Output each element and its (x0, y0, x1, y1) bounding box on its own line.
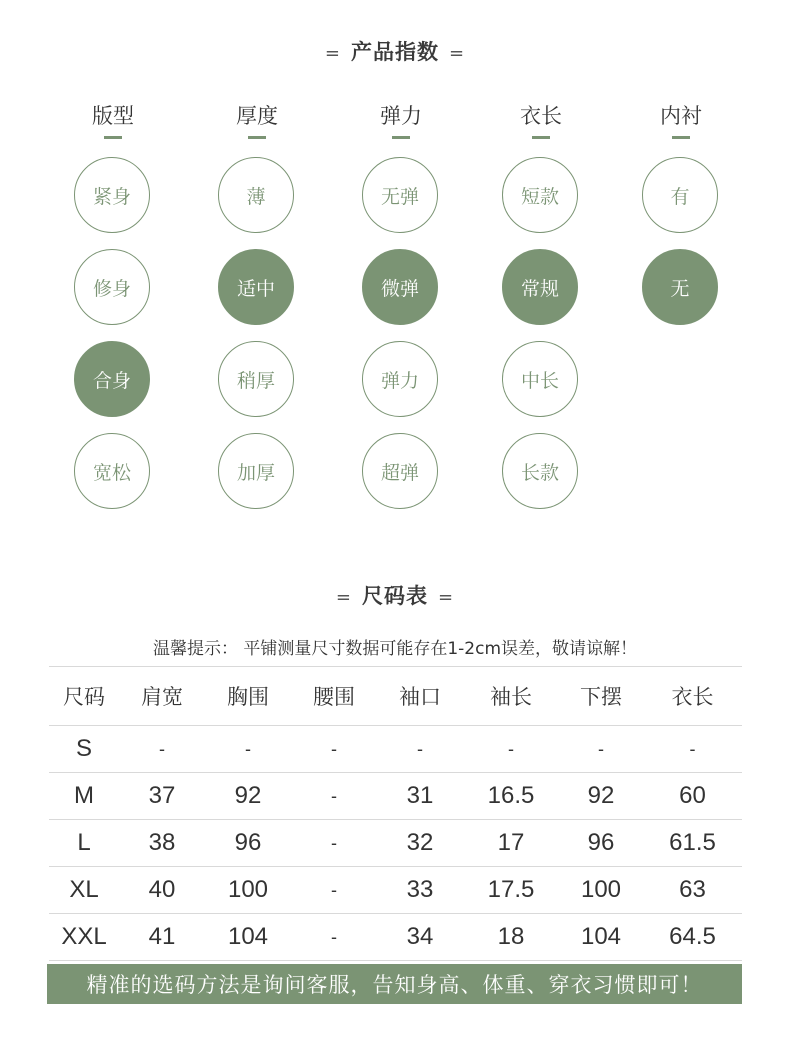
table-cell: 17 (463, 820, 559, 867)
option-circle: 中长 (502, 341, 578, 417)
option-circle-selected: 合身 (74, 341, 150, 417)
table-cell: 41 (119, 914, 205, 961)
column-header: 腰围 (291, 667, 377, 726)
table-cell: 60 (643, 773, 742, 820)
option-circle-selected: 适中 (218, 249, 294, 325)
table-cell: 63 (643, 867, 742, 914)
column-header: 袖长 (463, 667, 559, 726)
table-cell: 92 (205, 773, 291, 820)
table-cell: 40 (119, 867, 205, 914)
table-cell: 18 (463, 914, 559, 961)
table-row (49, 867, 742, 914)
index-column (491, 102, 591, 484)
index-column (207, 102, 307, 484)
table-cell: 31 (377, 773, 463, 820)
table-row (49, 773, 742, 820)
table-cell: - (291, 773, 377, 820)
measurement-tip: 温馨提示： 平铺测量尺寸数据可能存在1-2cm误差，敬请谅解！ (152, 639, 638, 659)
table-cell: 61.5 (643, 820, 742, 867)
size-label-cell: L (49, 820, 119, 867)
column-header: 袖口 (377, 667, 463, 726)
index-column (631, 102, 731, 300)
size-advice-banner: 精准的选码方法是询问客服，告知身高、体重、穿衣习惯即可！ (47, 964, 742, 1004)
option-circle: 有 (642, 157, 718, 233)
option-circle: 长款 (502, 433, 578, 509)
table-cell: - (119, 726, 205, 773)
column-header: 尺码 (49, 667, 119, 726)
option-circle: 加厚 (218, 433, 294, 509)
table-cell: 104 (559, 914, 643, 961)
index-column (63, 102, 163, 484)
table-cell: - (291, 726, 377, 773)
table-cell: - (291, 914, 377, 961)
option-circle-selected: 常规 (502, 249, 578, 325)
table-cell: 96 (559, 820, 643, 867)
size-label-cell: XXL (49, 914, 119, 961)
table-cell: - (643, 726, 742, 773)
table-cell: 104 (205, 914, 291, 961)
table-cell: - (205, 726, 291, 773)
size-chart-title: = 尺码表 = (335, 584, 455, 608)
table-row (49, 914, 742, 961)
column-header: 下摆 (559, 667, 643, 726)
index-column-header: 衣长 (520, 104, 562, 128)
option-circle: 紧身 (74, 157, 150, 233)
index-column (351, 102, 451, 484)
option-circle: 超弹 (362, 433, 438, 509)
option-circle: 弹力 (362, 341, 438, 417)
index-column-header: 厚度 (236, 104, 278, 128)
table-cell: 37 (119, 773, 205, 820)
table-row (49, 820, 742, 867)
table-cell: 64.5 (643, 914, 742, 961)
size-table-header (49, 667, 742, 726)
size-label-cell: XL (49, 867, 119, 914)
option-circle-selected: 微弹 (362, 249, 438, 325)
header-underline (672, 136, 690, 139)
option-circle: 无弹 (362, 157, 438, 233)
table-cell: - (377, 726, 463, 773)
table-cell: 38 (119, 820, 205, 867)
column-header: 胸围 (205, 667, 291, 726)
table-row (49, 726, 742, 773)
table-cell: 16.5 (463, 773, 559, 820)
table-cell: 17.5 (463, 867, 559, 914)
table-cell: 92 (559, 773, 643, 820)
size-label-cell: S (49, 726, 119, 773)
option-circle: 薄 (218, 157, 294, 233)
header-underline (392, 136, 410, 139)
column-header: 衣长 (643, 667, 742, 726)
header-underline (248, 136, 266, 139)
product-index-title: = 产品指数 = (324, 40, 466, 64)
option-circle: 宽松 (74, 433, 150, 509)
index-column-header: 版型 (92, 104, 134, 128)
option-circle: 稍厚 (218, 341, 294, 417)
table-cell: 32 (377, 820, 463, 867)
table-cell: - (291, 820, 377, 867)
header-underline (104, 136, 122, 139)
table-cell: - (463, 726, 559, 773)
header-underline (532, 136, 550, 139)
option-circle-selected: 无 (642, 249, 718, 325)
table-cell: 100 (559, 867, 643, 914)
table-cell: 33 (377, 867, 463, 914)
table-cell: - (559, 726, 643, 773)
index-column-header: 内衬 (660, 104, 702, 128)
index-column-header: 弹力 (380, 104, 422, 128)
option-circle: 短款 (502, 157, 578, 233)
option-circle: 修身 (74, 249, 150, 325)
table-cell: 96 (205, 820, 291, 867)
column-header: 肩宽 (119, 667, 205, 726)
table-cell: - (291, 867, 377, 914)
size-label-cell: M (49, 773, 119, 820)
table-cell: 100 (205, 867, 291, 914)
table-cell: 34 (377, 914, 463, 961)
size-table (49, 666, 742, 961)
